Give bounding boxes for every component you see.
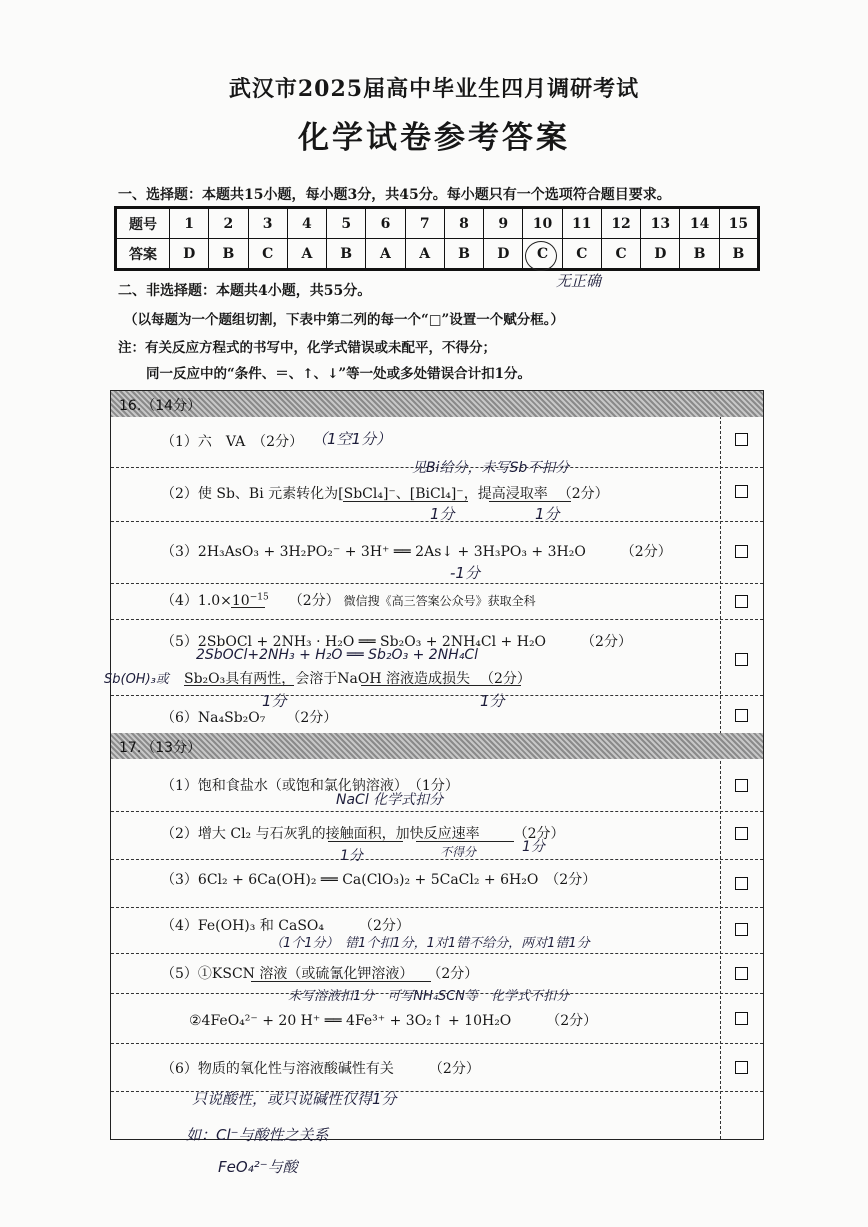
q17-item-1: （1）饱和食盐水（或饱和氯化钠溶液） （1分） xyxy=(161,778,459,794)
text: （2）使 Sb、Bi 元素转化为 xyxy=(161,486,339,502)
number-row xyxy=(116,208,759,239)
handwritten-note: FeO₄²⁻与酸 xyxy=(218,1158,298,1176)
score-box[interactable] xyxy=(735,595,748,608)
handwritten-note: 未写溶液扣1分 可写NH₄SCN等 化学式不扣分 xyxy=(288,989,570,1004)
question-number: 1 xyxy=(170,208,209,239)
question-number: 5 xyxy=(327,208,366,239)
q16-header-band xyxy=(111,391,763,417)
grading-note: （以每题为一个题组切割，下表中第二列的每一个“□”设置一个赋分框。） xyxy=(124,312,565,328)
underline-mark xyxy=(489,501,571,502)
question-number: 11 xyxy=(562,208,601,239)
points: （2分） xyxy=(557,486,609,502)
underline-mark xyxy=(328,841,403,842)
handwritten-note: 2SbOCl+2NH₃ + H₂O ══ Sb₂O₃ + 2NH₄Cl xyxy=(196,647,478,663)
answer-cell: D xyxy=(170,239,209,270)
answer-key-title: 化学试卷参考答案 xyxy=(298,120,570,156)
points: （2分） xyxy=(513,826,565,842)
answer-cell: A xyxy=(287,239,326,270)
text: ，会溶于 xyxy=(281,671,338,687)
text: （2）增大 Cl₂ 与石灰乳的 xyxy=(161,826,326,842)
key-answer: [SbCl₄]⁻、[BiCl₄]⁻ xyxy=(338,486,464,502)
q17-item-3: （3）6Cl₂ + 6Ca(OH)₂ ══ Ca(ClO₃)₂ + 5CaCl₂ + 6H₂O （2分） xyxy=(161,872,597,888)
underline-mark xyxy=(251,981,431,982)
underline-mark xyxy=(343,501,468,502)
score-box[interactable] xyxy=(735,545,748,558)
q17-item-4: （4）Fe(OH)₃ 和 CaSO₄ （2分） xyxy=(161,918,410,934)
question-number: 2 xyxy=(209,208,248,239)
score-box[interactable] xyxy=(735,1061,748,1074)
grading-note: 同一反应中的“条件、＝、↑、↓”等一处或多处错误合计扣1分。 xyxy=(146,366,532,382)
answer-cell: B xyxy=(327,239,366,270)
answer-cell: B xyxy=(719,239,758,270)
points: （2分） xyxy=(288,593,340,609)
underline-mark xyxy=(361,685,521,686)
underline-mark xyxy=(184,685,294,686)
score-box[interactable] xyxy=(735,485,748,498)
handwritten-note: 不得分 xyxy=(440,845,477,859)
question-number: 15 xyxy=(719,208,758,239)
answer-cell: D xyxy=(484,239,523,270)
row-divider xyxy=(111,859,763,860)
watermark: 微信搜《高三答案公众号》获取全科 xyxy=(343,594,536,608)
question-number: 10 xyxy=(523,208,562,239)
handwritten-note: 1分 xyxy=(430,505,455,523)
underline-mark xyxy=(416,841,514,842)
key-answer: 提高浸取率 xyxy=(477,486,548,502)
q16-item-4 xyxy=(161,590,536,610)
answer-cell: A xyxy=(366,239,405,270)
exam-title: 武汉市2025届高中毕业生四月调研考试 xyxy=(228,76,640,102)
score-box[interactable] xyxy=(735,433,748,446)
q16-item-1: （1）六 VA （2分） xyxy=(161,434,304,450)
question-number: 14 xyxy=(680,208,719,239)
handwritten-note: Sb(OH)₃或 xyxy=(104,672,169,687)
question-number: 8 xyxy=(444,208,483,239)
handwritten-note: 1分 xyxy=(262,692,287,710)
answer-cell: D xyxy=(641,239,680,270)
answer-cell: A xyxy=(405,239,444,270)
question-number: 9 xyxy=(484,208,523,239)
section1-intro: 一、选择题：本题共15小题，每小题3分，共45分。每小题只有一个选项符合题目要求。 xyxy=(118,187,671,203)
q17-item-5b: ②4FeO₄²⁻ + 20 H⁺ ══ 4Fe³⁺ + 3O₂↑ + 10H₂O （2分） xyxy=(189,1013,598,1029)
row-label-number: 题号 xyxy=(116,208,170,239)
row-divider xyxy=(111,907,763,908)
handwritten-note: 如：Cl⁻与酸性之关系 xyxy=(186,1126,329,1144)
question-number: 13 xyxy=(641,208,680,239)
q17-item-5a: （5）①KSCN 溶液（或硫氰化钾溶液） （2分） xyxy=(161,966,479,982)
handwritten-note: 1分 xyxy=(480,692,505,710)
row-divider xyxy=(111,583,763,584)
question-number: 6 xyxy=(366,208,405,239)
handwritten-note: NaCl 化学式扣分 xyxy=(336,792,444,808)
row-divider xyxy=(111,619,763,620)
q16-item-6: （6）Na₄Sb₂O₇ （2分） xyxy=(161,710,338,726)
question-number: 7 xyxy=(405,208,444,239)
key-answer: NaOH 溶液造成损失 xyxy=(337,671,470,687)
score-box[interactable] xyxy=(735,827,748,840)
row-divider xyxy=(111,1043,763,1044)
score-box[interactable] xyxy=(735,779,748,792)
text: ， xyxy=(381,826,396,842)
text: （4）1.0×10 xyxy=(161,593,250,609)
handwritten-note: 1分 xyxy=(522,839,545,855)
answer-row xyxy=(116,239,759,270)
answer-cell: C xyxy=(601,239,640,270)
answer-table xyxy=(114,206,760,271)
row-divider xyxy=(111,811,763,812)
handwritten-note: 1分 xyxy=(535,505,560,523)
section2-intro: 二、非选择题：本题共4小题，共55分。 xyxy=(118,283,372,299)
question-number: 3 xyxy=(248,208,287,239)
score-box[interactable] xyxy=(735,967,748,980)
handwritten-note: 1分 xyxy=(340,848,363,864)
score-box[interactable] xyxy=(735,709,748,722)
exponent: −15 xyxy=(249,592,269,603)
answer-cell: B xyxy=(680,239,719,270)
score-box[interactable] xyxy=(735,653,748,666)
q16-header: 16.（14分） xyxy=(119,398,202,414)
answer-cell: B xyxy=(209,239,248,270)
handwritten-note: （1个1分） 错1个扣1分，1对1错不给分，两对1错1分 xyxy=(270,936,590,951)
answer-cell: C xyxy=(523,239,562,270)
text: ， xyxy=(463,486,478,502)
q17-item-6: （6）物质的氧化性与溶液酸碱性有关 （2分） xyxy=(161,1061,480,1077)
handwritten-note: 见Bi给分，未写Sb不扣分 xyxy=(412,460,570,476)
row-divider xyxy=(111,953,763,954)
grading-note: 注：有关反应方程式的书写中，化学式错误或未配平，不得分； xyxy=(118,340,496,356)
question-number: 4 xyxy=(287,208,326,239)
column-divider xyxy=(720,391,721,1139)
handwritten-note: 无正确 xyxy=(556,272,602,290)
key-answer: 接触面积 xyxy=(325,826,382,842)
q17-item-2 xyxy=(161,823,565,843)
key-answer: 加快反应速率 xyxy=(395,826,480,842)
q16-item-2 xyxy=(161,483,609,503)
q17-header: 17.（13分） xyxy=(119,740,202,756)
answer-cell: C xyxy=(248,239,287,270)
q16-item-5a: （5）2SbOCl + 2NH₃ · H₂O ══ Sb₂O₃ + 2NH₄Cl + H₂O （2分） xyxy=(161,634,632,650)
score-box[interactable] xyxy=(735,877,748,890)
q17-header-band xyxy=(111,733,763,759)
answer-cell: B xyxy=(444,239,483,270)
underline-mark xyxy=(231,607,265,608)
question-number: 12 xyxy=(601,208,640,239)
score-box[interactable] xyxy=(735,1012,748,1025)
answer-10-circle-mark xyxy=(525,241,557,271)
score-box[interactable] xyxy=(735,923,748,936)
row-divider xyxy=(111,695,763,696)
q16-item-3: （3）2H₃AsO₃ + 3H₂PO₂⁻ + 3H⁺ ══ 2As↓ + 3H₃PO₃ + 3H₂O （2分） xyxy=(161,544,672,560)
handwritten-note: -1分 xyxy=(450,564,480,582)
handwritten-note: 只说酸性，或只说碱性仅得1分 xyxy=(192,1090,397,1108)
handwritten-note: （1空1分） xyxy=(312,430,392,448)
answer-cell: C xyxy=(562,239,601,270)
points: （2分） xyxy=(480,671,531,687)
row-label-answer: 答案 xyxy=(116,239,170,270)
key-answer: Sb₂O₃具有两性 xyxy=(184,671,282,687)
